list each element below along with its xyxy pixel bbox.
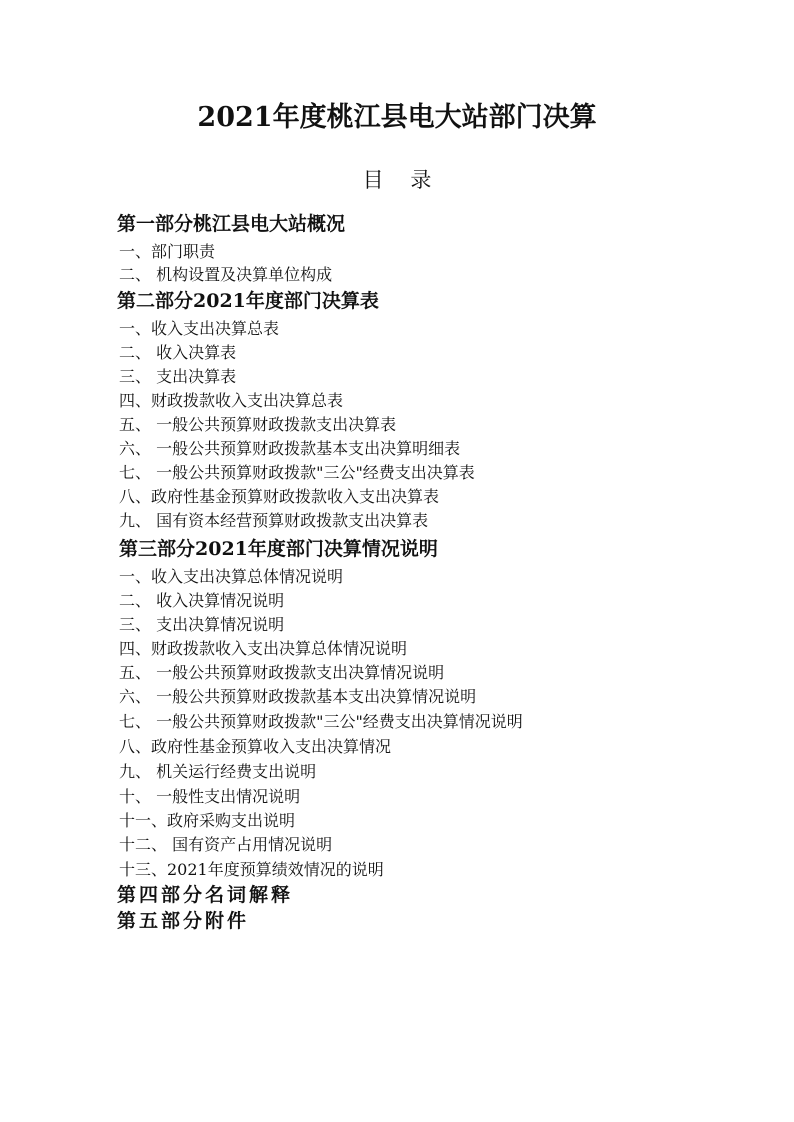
toc-part2-item: 五、 一般公共预算财政拨款支出决算表 xyxy=(119,415,397,434)
toc-part3-item: 三、 支出决算情况说明 xyxy=(119,615,285,634)
toc-part2-title: 第二部分2021年度部门决算表 xyxy=(117,290,379,312)
toc-heading: 目 录 xyxy=(362,168,442,192)
toc-part3-title: 第三部分2021年度部门决算情况说明 xyxy=(119,538,438,560)
toc-part1-item: 二、 机构设置及决算单位构成 xyxy=(119,265,333,284)
toc-part3-item: 一、收入支出决算总体情况说明 xyxy=(119,567,344,586)
toc-part2-item: 九、 国有资本经营预算财政拨款支出决算表 xyxy=(119,511,429,530)
toc-part3-item: 九、 机关运行经费支出说明 xyxy=(119,762,317,781)
toc-part3-item: 十三、2021年度预算绩效情况的说明 xyxy=(119,860,384,879)
toc-part3-item: 十二、 国有资产占用情况说明 xyxy=(119,835,333,854)
toc-part3-item: 四、财政拨款收入支出决算总体情况说明 xyxy=(119,639,408,658)
document-title: 2021年度桃江县电大站部门决算 xyxy=(197,102,597,133)
toc-part2-item: 八、政府性基金预算财政拨款收入支出决算表 xyxy=(119,487,440,506)
toc-part3-item: 二、 收入决算情况说明 xyxy=(119,591,285,610)
toc-part2-item: 六、 一般公共预算财政拨款基本支出决算明细表 xyxy=(119,439,461,458)
toc-part3-item: 十一、政府采购支出说明 xyxy=(119,811,296,830)
toc-part3-item: 七、 一般公共预算财政拨款"三公"经费支出决算情况说明 xyxy=(119,712,523,731)
toc-part4-title: 第四部分名词解释 xyxy=(117,884,294,906)
toc-part5-title: 第五部分附件 xyxy=(117,910,250,932)
toc-part2-item: 七、 一般公共预算财政拨款"三公"经费支出决算表 xyxy=(119,463,475,482)
toc-part3-item: 六、 一般公共预算财政拨款基本支出决算情况说明 xyxy=(119,687,477,706)
toc-part2-item: 三、 支出决算表 xyxy=(119,367,237,386)
toc-part2-item: 一、收入支出决算总表 xyxy=(119,319,280,338)
toc-part2-item: 二、 收入决算表 xyxy=(119,343,237,362)
toc-part2-item: 四、财政拨款收入支出决算总表 xyxy=(119,391,344,410)
toc-part3-item: 五、 一般公共预算财政拨款支出决算情况说明 xyxy=(119,663,445,682)
toc-part1-title: 第一部分桃江县电大站概况 xyxy=(117,213,346,235)
toc-part3-item: 八、政府性基金预算收入支出决算情况 xyxy=(119,737,392,756)
toc-part3-item: 十、 一般性支出情况说明 xyxy=(119,787,301,806)
toc-part1-item: 一、部门职责 xyxy=(119,242,216,261)
